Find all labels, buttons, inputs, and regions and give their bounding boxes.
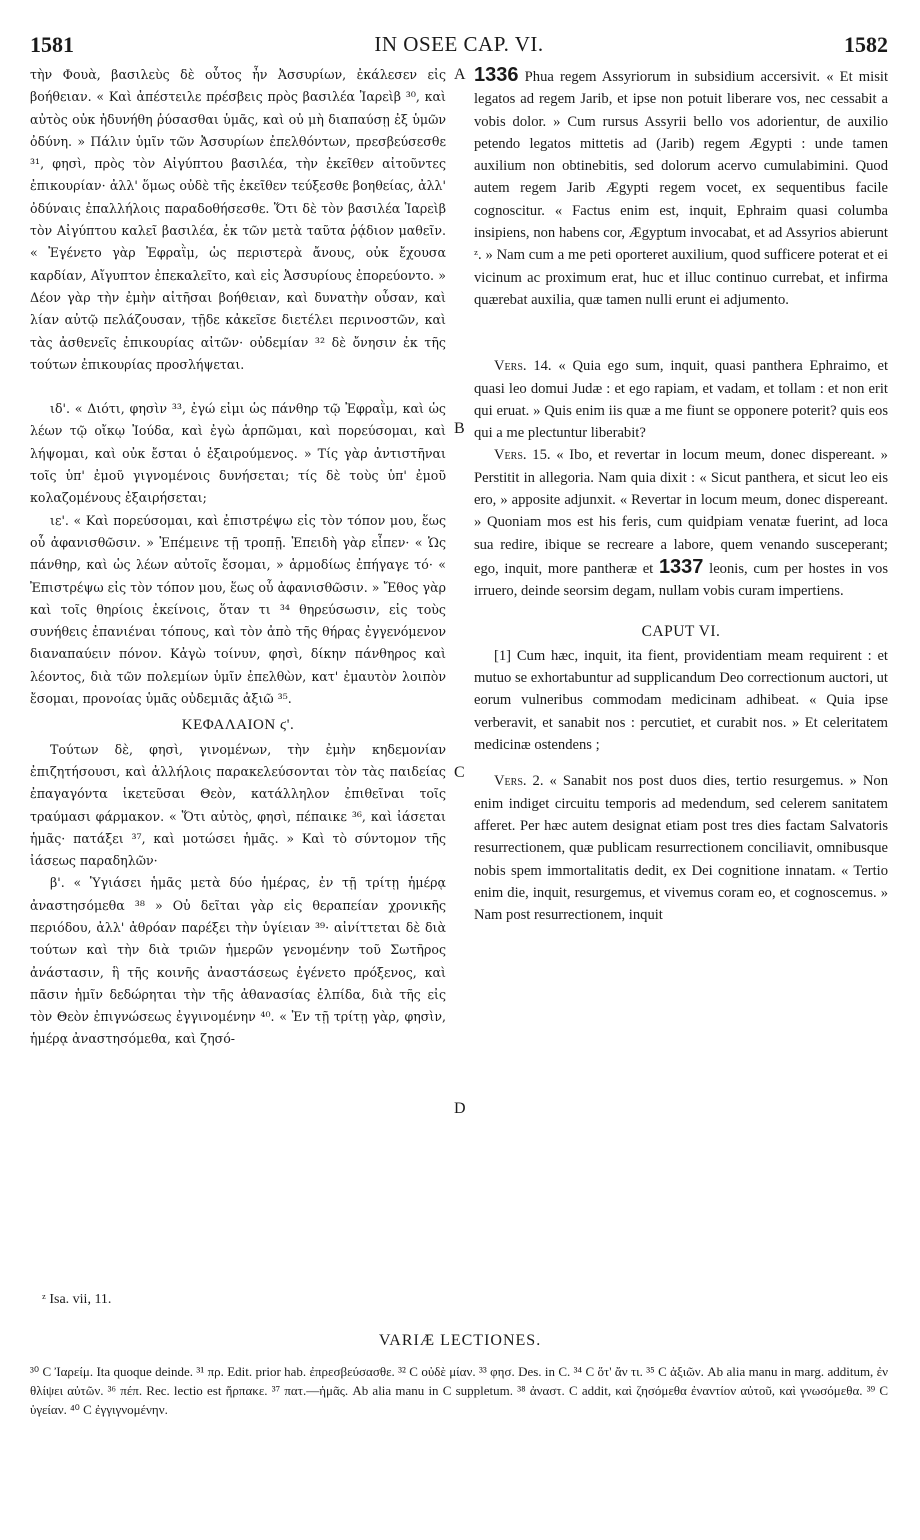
footnote: ᶻ Isa. vii, 11. [42,1292,112,1307]
variae-lectiones [30,1362,888,1419]
latin-paragraph-1-text: Phua regem Assyriorum in subsidium accersivit. « Et misit legatos ad regem Jarib, et ipse non potuit liberare vos, nec cessabit a vobis dolor. » Cum rursus Assyrii bello vos adorientur, de auxilio petendo legatos mittetis ad (Jarib) regem Ægypti : unde tamen auxilium non obtinebitis, sed dolorum acervo cumulabimini. Quod autem regem Jarib Ægypti regem vocet, ex sequentibus facile cognoscitur. « Factus enim est, inquit, Ephraim quasi columba insipiens, non habens cor, Ægyptum invocabat, et ad Assyrios abierunt ᶻ. » Nam cum a me peti oporteret auxilium, quod sufficere poterat et ei vicinum ac proximum erat, huc et illuc continuo currebat, et infirma quærebat auxilia, quæ tamen nulli erunt ei adjumento. [474,69,888,308]
greek-paragraph-5: β'. « Ὑγιάσει ἡμᾶς μετὰ δύο ἡμέρας, ἐν τῇ τρίτῃ ἡμέρᾳ ἀναστησόμεθα ³⁸ » Οὐ δεῖται γὰρ εἰς θεραπείαν χρονικῆς περιόδου, ἀλλ' ἀθρόαν παρέξει τὴν ὑγίειαν ³⁹· αἰνίττεται δὲ διὰ τούτων καὶ τὴν διὰ τριῶν ἡμερῶν γενομένην τοῦ Σωτῆρος ἀνάστασιν, ἣ τῆς κοινῆς ἀναστάσεως ἐγένετο πρόξενος, καὶ πᾶσιν ἡμῖν δεδώρηται τὴν τῆς ἀθανασίας ἐλπίδα, διὰ τῆς εἰς τὸν Θεὸν ἐπιγνώσεως ἐγγινομένην ⁴⁰. « Ἐν τῇ τρίτῃ γὰρ, φησὶν, ἡμέρᾳ ἀναστησόμεθα, καὶ ζησό- [30,875,446,1047]
variae-lectiones-heading: VARIÆ LECTIONES. [378,1332,542,1349]
page-number-left: 1581 [30,32,74,57]
verse-15-text: « Ibo, et revertar in locum meum, donec dispereant. » Perstitit in allegoria. Nam quia dixit : « Sicut panthera, et sicut leo eis ero, » apposite adjunxit. « Revertar in locum meum, donec dispereant. » Quoniam mos est his feris, cum quidpiam venatæ fuerint, ad loca sua redire, ibique se recreare a labore, quem venando susceperant; ego, inquit, more pantheræ et [474,447,888,577]
verse-2-label: Vers. 2. [494,773,544,790]
margin-letter-c: C [454,764,465,781]
page-number-right: 1582 [844,32,888,57]
latin-verse-2 [474,770,888,926]
variae-lectiones-text: ³⁰ C Ἰαρείμ. Ita quoque deinde. ³¹ πρ. Edit. prior hab. ἐπρεσβεύσασθε. ³² C οὐδὲ μίαν. ³³ φησ. Des. in C. ³⁴ C ὅτ' ἄν τι. ³⁵ C ἀξιῶν. Ab alia manu in marg. additum, ἐν θλίψει αὐτῶν. ³⁶ πέπ. Rec. lectio est ἥρπακε. ³⁷ πατ.—ἡμᾶς. Ab alia manu in C suppletum. ³⁸ ἀναστ. C addit, καὶ ζησόμεθα ἐναντίον αὐτοῦ, καὶ γνωσόμεθα. ³⁹ C ὑγείαν. ⁴⁰ C ἐγγιγνομένην. [30,1364,888,1417]
verse-2-text: « Sanabit nos post duos dies, tertio resurgemus. » Non enim indiget circuitu temporis ad medendum, sed celerem sanitatem afferet. Per hæc autem designat etiam post tres dies factam Salvatoris resurrectionem, quæ publicam resurrectionem conciliavit, omnibusque nobis spem immortalitatis dedit, ex Dei cognitione innatam. « Tertio enim die, inquit, resurgemus, et vivemus coram eo, et cognoscemus. » Nam post resurrectionem, inquit [474,773,889,924]
latin-verse-14 [474,355,888,444]
latin-chapter-paragraph-1: [1] Cum hæc, inquit, ita fient, providentiam meam requirent : et mutuo se exhortabuntur ad supplicandum Deo correctionum auctori, ut eorum vulneribus commodam medicinam adhibeat. « Quia ipse verberavit, et sanabit nos : percutiet, et curabit nos. » Et celeritatem medicinæ ostendens ; [474,647,888,754]
running-header [30,28,888,62]
greek-paragraph-3: ιε'. « Καὶ πορεύσομαι, καὶ ἐπιστρέψω εἰς τὸν τόπον μου, ἕως οὗ ἀφανισθῶσιν. » Ἐπέμεινε τῇ τροπῇ. Ἐπειδὴ γὰρ εἶπεν· « Ὡς πάνθηρ, καὶ ὡς λέων αὐτοῖς ἔσομαι, » ἁρμοδίως ἐπήγαγε τό· « Ἐπιστρέψω εἰς τὸν τόπον μου, ἕως οὗ ἀφανισθῶσιν. » Ἔθος γὰρ καὶ τοῖς θηρίοις ἐκείνοις, ὅταν τι ³⁴ θηρεύσωσιν, εἰς τοὺς συνήθεις ἐπανιέναι τόπους, καὶ τὸν ἀπὸ τῆς θήρας ἐγγενόμενον διαναπαύειν πόνον. Κἀγὼ τοίνυν, φησὶ, δίκην πάνθηρος καὶ λέοντος, διὰ τῶν πολεμίων ὑμῖν ἐπελθὼν, κατ' ἐμαυτὸν λοιπὸν ἔσομαι, προνοίας ὑμᾶς οὐδεμιᾶς ἀξιῶ ³⁵. [30,512,446,707]
running-title: IN OSEE CAP. VI. [374,32,544,56]
verse-15-end: leonis, cum per hostes in vos irruero, deinde seorsim degam, nullam vobis curam impertiens. [474,560,889,600]
column-number-1337: 1337 [658,555,704,578]
latin-paragraph-1 [474,64,888,311]
latin-column [474,64,888,926]
greek-column [30,64,446,1051]
greek-paragraph-4: Τούτων δὲ, φησὶ, γινομένων, τὴν ἐμὴν κηδεμονίαν ἐπιζητήσουσι, καὶ ἀλλήλοις παρακελεύσονται τὸν τὰς παιδείας ἐπαγαγόντα ἱκετεῦσαι Θεὸν, κατάλληλον ἐπιθεῖναι τοῖς τραύμασι φάρμακον. « Ὅτι αὐτὸς, φησὶ, πέπαικε ³⁶, καὶ ἰάσεται ἡμᾶς· πατάξει ³⁷, καὶ μοτώσει ἡμᾶς. » Καὶ τὸ σύντομον τῆς ἰάσεως παραδηλῶν· [30,741,446,869]
verse-14-label: Vers. 14. [494,358,552,375]
greek-chapter-heading: ΚΕΦΑΛΑΙΟΝ ϛ'. [181,717,295,734]
column-number-1336: 1336 [474,64,519,86]
margin-letter-d: D [454,1100,466,1117]
verse-14-text: « Quia ego sum, inquit, quasi panthera Ephraimo, et quasi leo domui Judæ : et ego rapiam, et vadam, et tollam : et non erit qui eruat. » Quis enim iis quæ a me fiunt se opponere poterit? quis eos qui a me plectuntur liberabit? [474,358,889,442]
verse-15-label: Vers. 15. [494,447,551,464]
latin-verse-15 [474,444,888,602]
margin-letter-a: A [454,66,466,83]
greek-paragraph-1: τὴν Φουὰ, βασιλεὺς δὲ οὗτος ἦν Ἀσσυρίων, ἐκάλεσεν εἰς βοήθειαν. « Καὶ ἀπέστειλε πρέσβεις πρὸς βασιλέα Ἰαρεὶβ ³⁰, καὶ αὐτὸς οὐκ ἠδυνήθη ῥύσασθαι ὑμᾶς, καὶ οὐ μὴ διαπαύσῃ ἐξ ὑμῶν ὀδύνη. » Πάλιν ὑμῖν τῶν Ἀσσυρίων ἐπελθόντων, πρεσβεύσεσθε ³¹, φησὶ, πρὸς τὸν Αἰγύπτου βασιλέα, τὴν ἐκεῖθεν αἰτοῦντες ἐπικουρίαν· ἀλλ' ὅμως οὐδὲ τῆς ἐκεῖθεν τεύξεσθε βοηθείας, ἀλλ' ὀδύναις ἐπαλλήλοις παραδοθήσεσθε. Ὅτι δὲ τὸν βασιλέα Ἰαρεὶβ τὸν Αἰγύπτου καλεῖ βασιλέα, ἐκ τῶν μετὰ ταῦτα ῥᾴδιον μαθεῖν. « Ἐγένετο γὰρ Ἐφραῒμ, ὡς περιστερὰ ἄνους, οὐκ ἔχουσα καρδίαν, Αἴγυπτον ἐπεκαλεῖτο, καὶ εἰς Ἀσσυρίους ἐπορεύοντο. » Δέον γὰρ τὴν ἐμὴν αἰτῆσαι βοήθειαν, καὶ δυνατὴν οὖσαν, καὶ λίαν αὐτῷ πελάζουσαν, τῇδε κἀκεῖσε διετέλει περινοστῶν, καὶ τὰς ἀσθενεῖς ἐπικουρίας αἰτῶν· οὐδεμίαν ³² δὲ ὄνησιν ἐκ τῆς τούτων ἐπικουρίας προσλήψεται. [30,67,446,372]
latin-chapter-heading: CAPUT VI. [641,622,721,640]
margin-letter-b: B [454,420,465,437]
greek-paragraph-2: ιδ'. « Διότι, φησὶν ³³, ἐγώ εἰμι ὡς πάνθηρ τῷ Ἐφραῒμ, καὶ ὡς λέων τῷ οἴκῳ Ἰούδα, καὶ ἐγὼ ἁρπῶμαι, καὶ πορεύσομαι, καὶ λήψομαι, καὶ οὐκ ἔσται ὁ ἐξαιρούμενος. » Τίς γὰρ ἀντιστῆναι τοῖς ὑπ' ἐμοῦ γιγνομένοις δυνήσεται; τίς δὲ τοὺς ὑπ' ἐμοῦ κολαζομένους ἐξαιρήσεται; [30,401,446,506]
